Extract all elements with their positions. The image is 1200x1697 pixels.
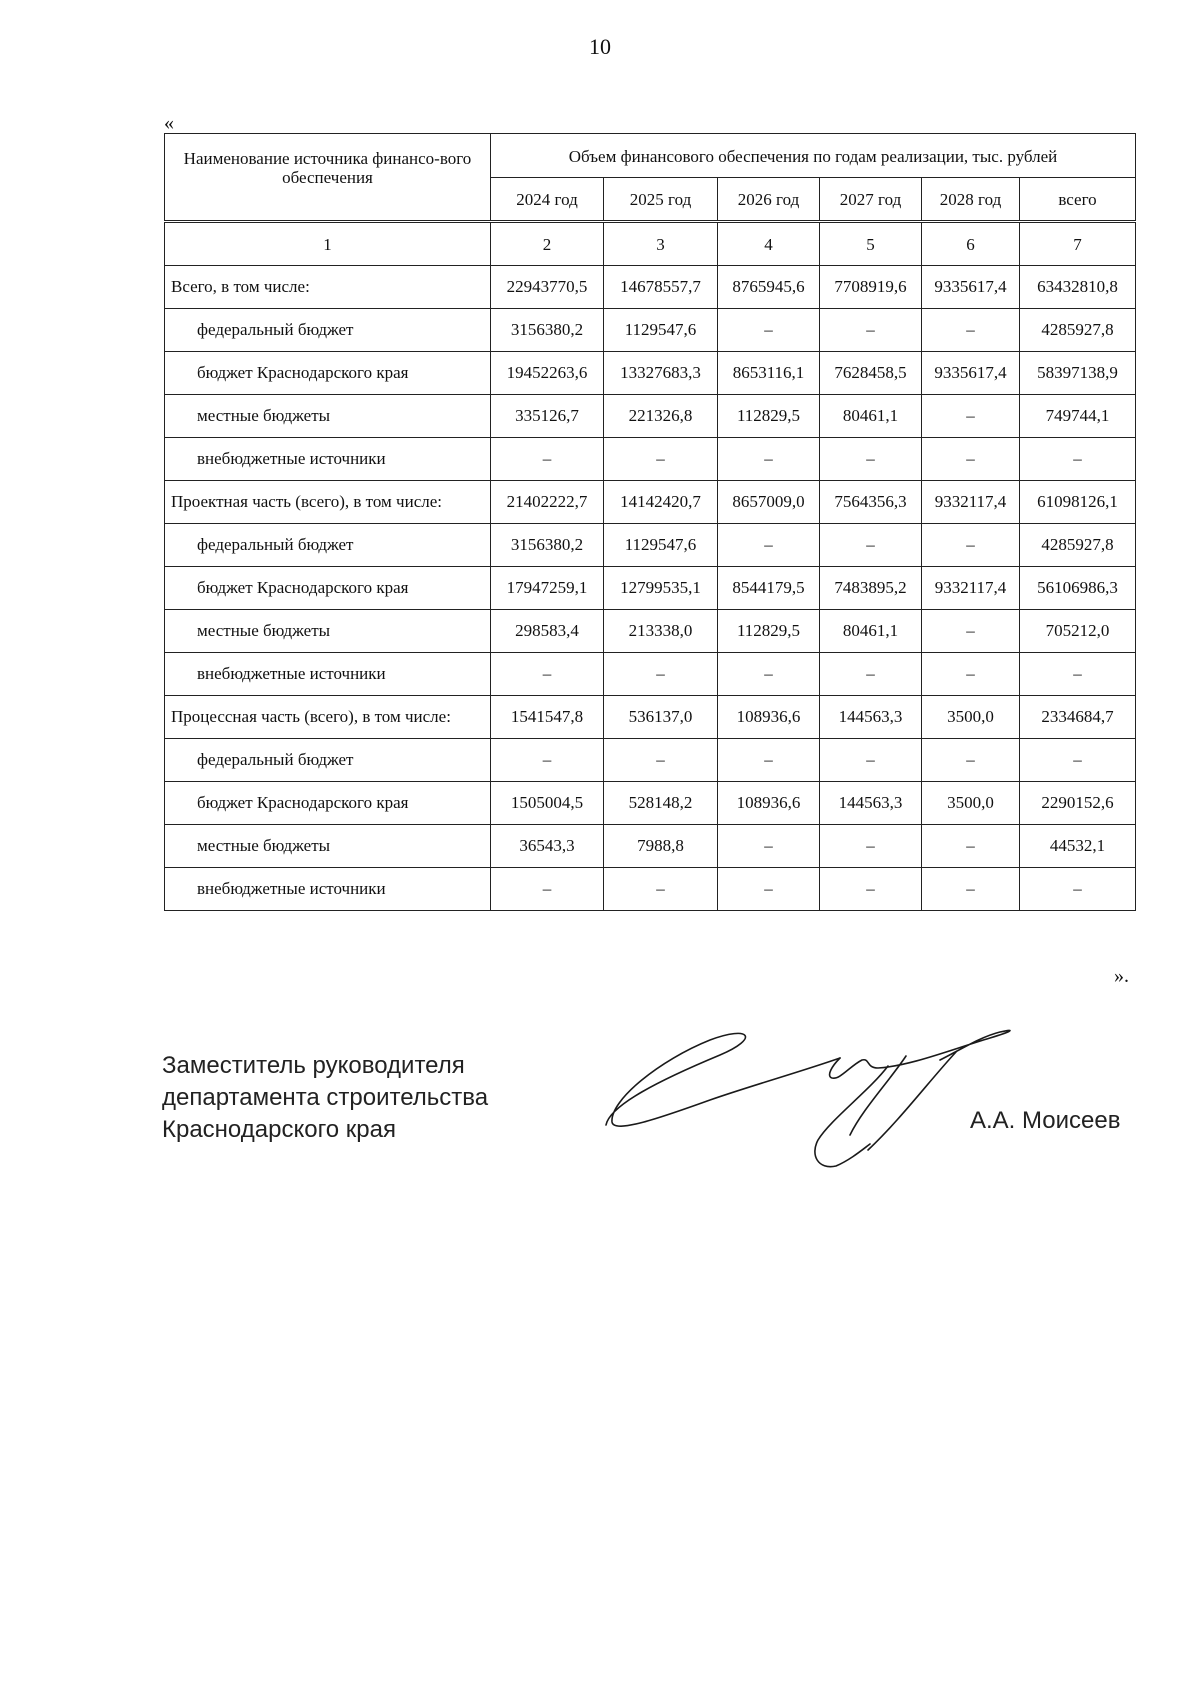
signatory-position-line: Краснодарского края bbox=[162, 1116, 396, 1143]
value-cell: – bbox=[491, 653, 604, 696]
table-row bbox=[165, 352, 1136, 395]
value-cell: – bbox=[820, 524, 922, 567]
value-cell: 7988,8 bbox=[604, 825, 718, 868]
value-cell: 36543,3 bbox=[491, 825, 604, 868]
table-row bbox=[165, 438, 1136, 481]
value-cell: 108936,6 bbox=[718, 782, 820, 825]
value-cell: – bbox=[718, 868, 820, 911]
value-cell: 4285927,8 bbox=[1020, 309, 1136, 352]
table-row bbox=[165, 696, 1136, 739]
value-cell: 44532,1 bbox=[1020, 825, 1136, 868]
value-cell: – bbox=[604, 868, 718, 911]
column-number-cell: 7 bbox=[1020, 222, 1136, 266]
value-cell: – bbox=[820, 825, 922, 868]
value-cell: 9332117,4 bbox=[922, 567, 1020, 610]
value-cell: 14142420,7 bbox=[604, 481, 718, 524]
value-cell: – bbox=[718, 825, 820, 868]
header-year-cell: 2027 год bbox=[820, 178, 922, 222]
value-cell: 8653116,1 bbox=[718, 352, 820, 395]
value-cell: 2290152,6 bbox=[1020, 782, 1136, 825]
value-cell: – bbox=[922, 653, 1020, 696]
value-cell: – bbox=[922, 610, 1020, 653]
header-source-name: Наименование источника финансо-вого обеспечения bbox=[165, 134, 491, 222]
source-name-cell: федеральный бюджет bbox=[165, 739, 491, 782]
value-cell: 2334684,7 bbox=[1020, 696, 1136, 739]
value-cell: 61098126,1 bbox=[1020, 481, 1136, 524]
header-volume-title: Объем финансового обеспечения по годам реализации, тыс. рублей bbox=[491, 134, 1136, 178]
value-cell: – bbox=[604, 739, 718, 782]
signatory-position bbox=[162, 1050, 488, 1146]
source-name-cell: бюджет Краснодарского края bbox=[165, 782, 491, 825]
value-cell: 12799535,1 bbox=[604, 567, 718, 610]
financing-table bbox=[164, 133, 1136, 911]
header-year-cell: 2025 год bbox=[604, 178, 718, 222]
value-cell: 3500,0 bbox=[922, 782, 1020, 825]
column-number-cell: 2 bbox=[491, 222, 604, 266]
value-cell: – bbox=[1020, 653, 1136, 696]
value-cell: 213338,0 bbox=[604, 610, 718, 653]
value-cell: 298583,4 bbox=[491, 610, 604, 653]
column-number-cell: 3 bbox=[604, 222, 718, 266]
value-cell: – bbox=[820, 868, 922, 911]
table-row bbox=[165, 868, 1136, 911]
source-name-cell: внебюджетные источники bbox=[165, 438, 491, 481]
table-row bbox=[165, 782, 1136, 825]
value-cell: 80461,1 bbox=[820, 610, 922, 653]
value-cell: 7483895,2 bbox=[820, 567, 922, 610]
signatory-position-line: Заместитель руководителя bbox=[162, 1052, 465, 1079]
header-year-cell: 2024 год bbox=[491, 178, 604, 222]
value-cell: 1541547,8 bbox=[491, 696, 604, 739]
signatory-name: А.А. Моисеев bbox=[970, 1107, 1121, 1134]
table-row bbox=[165, 610, 1136, 653]
value-cell: 112829,5 bbox=[718, 610, 820, 653]
source-name-cell: внебюджетные источники bbox=[165, 868, 491, 911]
table-row bbox=[165, 739, 1136, 782]
header-year-cell: 2028 год bbox=[922, 178, 1020, 222]
source-name-cell: местные бюджеты bbox=[165, 825, 491, 868]
value-cell: – bbox=[820, 739, 922, 782]
header-year-cell: всего bbox=[1020, 178, 1136, 222]
value-cell: 8765945,6 bbox=[718, 266, 820, 309]
value-cell: 7708919,6 bbox=[820, 266, 922, 309]
value-cell: 1129547,6 bbox=[604, 524, 718, 567]
value-cell: – bbox=[718, 739, 820, 782]
value-cell: – bbox=[820, 653, 922, 696]
value-cell: – bbox=[820, 438, 922, 481]
page-number: 10 bbox=[589, 34, 611, 59]
value-cell: – bbox=[922, 868, 1020, 911]
value-cell: 7564356,3 bbox=[820, 481, 922, 524]
value-cell: – bbox=[718, 653, 820, 696]
value-cell: – bbox=[922, 825, 1020, 868]
signatory-position-line: департамента строительства bbox=[162, 1084, 489, 1111]
table-row bbox=[165, 309, 1136, 352]
table-row bbox=[165, 266, 1136, 309]
value-cell: 58397138,9 bbox=[1020, 352, 1136, 395]
table-row bbox=[165, 825, 1136, 868]
value-cell: 22943770,5 bbox=[491, 266, 604, 309]
value-cell: 1129547,6 bbox=[604, 309, 718, 352]
value-cell: 7628458,5 bbox=[820, 352, 922, 395]
value-cell: 56106986,3 bbox=[1020, 567, 1136, 610]
value-cell: 3156380,2 bbox=[491, 524, 604, 567]
source-name-cell: федеральный бюджет bbox=[165, 524, 491, 567]
column-number-cell: 5 bbox=[820, 222, 922, 266]
value-cell: – bbox=[922, 438, 1020, 481]
table-row bbox=[165, 567, 1136, 610]
source-name-cell: внебюджетные источники bbox=[165, 653, 491, 696]
value-cell: 8657009,0 bbox=[718, 481, 820, 524]
value-cell: 536137,0 bbox=[604, 696, 718, 739]
source-name-cell: бюджет Краснодарского края bbox=[165, 352, 491, 395]
value-cell: 221326,8 bbox=[604, 395, 718, 438]
value-cell: 112829,5 bbox=[718, 395, 820, 438]
value-cell: – bbox=[604, 438, 718, 481]
value-cell: 1505004,5 bbox=[491, 782, 604, 825]
value-cell: 3500,0 bbox=[922, 696, 1020, 739]
value-cell: – bbox=[1020, 739, 1136, 782]
value-cell: – bbox=[491, 438, 604, 481]
table-row bbox=[165, 481, 1136, 524]
value-cell: 9335617,4 bbox=[922, 352, 1020, 395]
value-cell: 63432810,8 bbox=[1020, 266, 1136, 309]
value-cell: – bbox=[820, 309, 922, 352]
value-cell: – bbox=[922, 739, 1020, 782]
value-cell: 4285927,8 bbox=[1020, 524, 1136, 567]
value-cell: 13327683,3 bbox=[604, 352, 718, 395]
source-name-cell: Проектная часть (всего), в том числе: bbox=[165, 481, 491, 524]
column-number-cell: 6 bbox=[922, 222, 1020, 266]
handwritten-signature bbox=[600, 1010, 1080, 1190]
value-cell: – bbox=[718, 524, 820, 567]
opening-quote-mark: « bbox=[164, 112, 174, 134]
value-cell: – bbox=[718, 309, 820, 352]
value-cell: 749744,1 bbox=[1020, 395, 1136, 438]
source-name-cell: местные бюджеты bbox=[165, 610, 491, 653]
value-cell: – bbox=[604, 653, 718, 696]
value-cell: 3156380,2 bbox=[491, 309, 604, 352]
source-name-cell: Всего, в том числе: bbox=[165, 266, 491, 309]
value-cell: 528148,2 bbox=[604, 782, 718, 825]
table-row bbox=[165, 524, 1136, 567]
value-cell: 9335617,4 bbox=[922, 266, 1020, 309]
value-cell: – bbox=[491, 739, 604, 782]
value-cell: 14678557,7 bbox=[604, 266, 718, 309]
value-cell: 17947259,1 bbox=[491, 567, 604, 610]
value-cell: – bbox=[922, 524, 1020, 567]
column-number-cell: 1 bbox=[165, 222, 491, 266]
value-cell: 108936,6 bbox=[718, 696, 820, 739]
value-cell: 80461,1 bbox=[820, 395, 922, 438]
value-cell: 144563,3 bbox=[820, 696, 922, 739]
table-row bbox=[165, 395, 1136, 438]
value-cell: – bbox=[1020, 868, 1136, 911]
table-row bbox=[165, 653, 1136, 696]
closing-quote-mark: ». bbox=[1114, 965, 1129, 987]
value-cell: 335126,7 bbox=[491, 395, 604, 438]
value-cell: 19452263,6 bbox=[491, 352, 604, 395]
value-cell: – bbox=[922, 309, 1020, 352]
value-cell: – bbox=[718, 438, 820, 481]
value-cell: 8544179,5 bbox=[718, 567, 820, 610]
source-name-cell: Процессная часть (всего), в том числе: bbox=[165, 696, 491, 739]
header-year-cell: 2026 год bbox=[718, 178, 820, 222]
value-cell: – bbox=[491, 868, 604, 911]
source-name-cell: бюджет Краснодарского края bbox=[165, 567, 491, 610]
value-cell: 705212,0 bbox=[1020, 610, 1136, 653]
column-number-cell: 4 bbox=[718, 222, 820, 266]
value-cell: 21402222,7 bbox=[491, 481, 604, 524]
value-cell: – bbox=[1020, 438, 1136, 481]
value-cell: 9332117,4 bbox=[922, 481, 1020, 524]
value-cell: 144563,3 bbox=[820, 782, 922, 825]
value-cell: – bbox=[922, 395, 1020, 438]
source-name-cell: местные бюджеты bbox=[165, 395, 491, 438]
source-name-cell: федеральный бюджет bbox=[165, 309, 491, 352]
